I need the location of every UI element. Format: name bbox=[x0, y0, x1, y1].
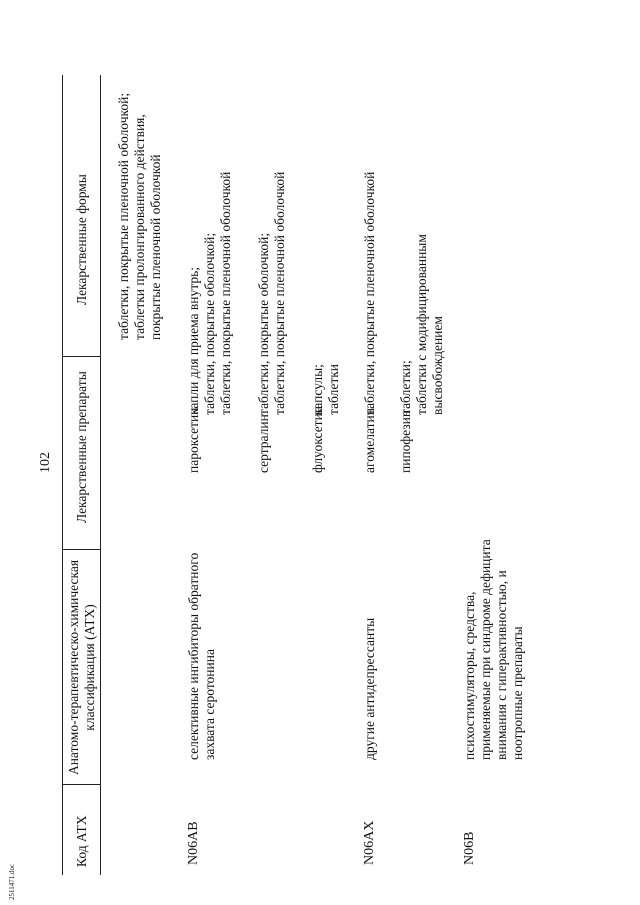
column-divider-1 bbox=[62, 784, 100, 785]
form-line: таблетки с модифицированным bbox=[414, 234, 429, 415]
header-classification bbox=[66, 555, 98, 780]
forms-fluoxetine bbox=[310, 364, 342, 415]
drug-pipofezine: пипофезин bbox=[398, 409, 413, 473]
atc-code-n06ab: N06AB bbox=[186, 821, 201, 865]
form-line: таблетки, покрытые пленочной оболочкой; bbox=[116, 92, 131, 340]
classification-line: применяемые при синдроме дефицита bbox=[478, 539, 493, 760]
header-forms: Лекарственные формы bbox=[74, 174, 89, 305]
forms-pipofezine bbox=[398, 234, 446, 415]
classification-line: ноотропные препараты bbox=[510, 626, 525, 760]
column-divider-2 bbox=[62, 549, 100, 550]
drug-paroxetine: пароксетин bbox=[186, 407, 201, 473]
form-line: таблетки, покрытые пленочной оболочкой bbox=[218, 171, 233, 415]
classification-line: внимания с гиперактивностью, и bbox=[494, 570, 509, 760]
form-line: таблетки, покрытые пленочной оболочкой bbox=[362, 171, 377, 415]
classification-n06b bbox=[462, 539, 526, 760]
atc-code-n06ax: N06AX bbox=[362, 820, 377, 865]
classification-line: другие антидепрессанты bbox=[362, 617, 377, 760]
form-line: таблетки пролонгированного действия, bbox=[132, 114, 147, 340]
footer-filename: 2511471.doc bbox=[8, 863, 16, 900]
form-line: покрытые пленочной оболочкой bbox=[148, 154, 163, 340]
forms-paroxetine bbox=[186, 172, 234, 415]
classification-line: селективные ингибиторы обратного bbox=[186, 552, 201, 760]
drug-sertraline: сертралин bbox=[256, 414, 271, 473]
atc-code-n06b: N06B bbox=[462, 831, 477, 865]
form-line: таблетки; bbox=[398, 360, 413, 415]
table-top-border bbox=[62, 75, 63, 875]
page-number: 102 bbox=[38, 452, 53, 473]
header-classification-line1: Анатомо-терапевтическо-химическая bbox=[66, 559, 81, 776]
drug-agomelatine: агомелатин bbox=[362, 408, 377, 473]
form-line: таблетки, покрытые пленочной оболочкой bbox=[272, 171, 287, 415]
forms-continued bbox=[116, 93, 164, 340]
classification-n06ax bbox=[362, 618, 378, 760]
forms-agomelatine bbox=[362, 172, 378, 415]
header-code: Код АТХ bbox=[74, 815, 89, 867]
classification-line: захвата серотонина bbox=[202, 649, 217, 760]
forms-sertraline bbox=[256, 172, 288, 415]
form-line: высвобождением bbox=[430, 316, 445, 415]
form-line: таблетки, покрытые оболочкой; bbox=[256, 232, 271, 415]
classification-n06ab bbox=[186, 553, 218, 760]
header-classification-line2: классификация (АТХ) bbox=[82, 604, 97, 731]
classification-line: психостимуляторы, средства, bbox=[462, 591, 477, 760]
column-divider-3 bbox=[62, 356, 100, 357]
header-bottom-border bbox=[100, 75, 101, 875]
form-line: капсулы; bbox=[310, 364, 325, 415]
drug-fluoxetine: флуоксетин bbox=[310, 405, 325, 473]
header-preparations: Лекарственные препараты bbox=[74, 371, 89, 523]
form-line: капли для приема внутрь; bbox=[186, 267, 201, 415]
form-line: таблетки bbox=[326, 363, 341, 415]
form-line: таблетки, покрытые оболочкой; bbox=[202, 232, 217, 415]
